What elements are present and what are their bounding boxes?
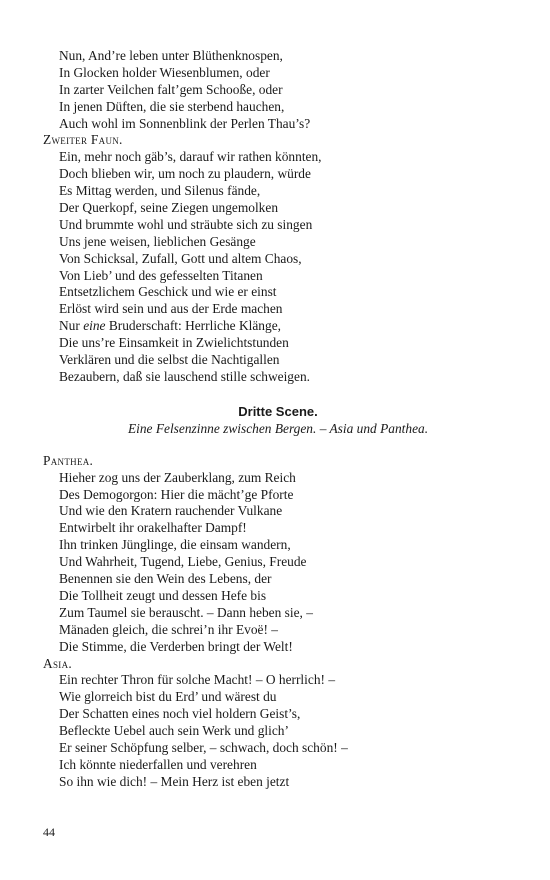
verse-line: Uns jene weisen, lieblichen Gesänge (59, 233, 256, 249)
verse-line: Mänaden gleich, die schrei’n ihr Evoë! – (59, 621, 279, 637)
verse-line: Hieher zog uns der Zauberklang, zum Reich (59, 469, 296, 485)
verse-line: Und brummte wohl und sträubte sich zu singen (59, 216, 313, 232)
speaker-name: Panthea. (43, 452, 94, 468)
verse-line: Wie glorreich bist du Erd’ und wärest du (59, 689, 277, 705)
spacer (43, 437, 513, 453)
verse-line: Zum Taumel sie berauscht. – Dann heben sie, – (59, 604, 313, 620)
verse-line: Benennen sie den Wein des Lebens, der (59, 571, 272, 587)
verse-line: So ihn wie dich! – Mein Herz ist eben jetzt (59, 773, 290, 789)
verse-emphasis: eine (83, 318, 106, 334)
verse-text: Bruderschaft: Herrliche Klänge, (105, 318, 281, 334)
verse-line: Die uns’re Einsamkeit in Zwielichtstunden (59, 335, 289, 351)
verse-line: Verklären und die selbst die Nachtigallen (59, 352, 280, 368)
verse-line: Bezaubern, daß sie lauschend stille schweigen. (59, 368, 310, 384)
verse-line (43, 318, 513, 335)
verse-line: Es Mittag werden, und Silenus fände, (59, 183, 261, 199)
page-content (43, 48, 513, 791)
verse-line: In jenen Düften, die sie sterbend hauchen, (59, 98, 285, 114)
verse-line: Entwirbelt ihr orakelhafter Dampf! (59, 520, 247, 536)
verse-line: Von Schicksal, Zufall, Gott und altem Chaos, (59, 250, 302, 266)
verse-line: Doch blieben wir, um noch zu plaudern, würde (59, 166, 311, 182)
verse-line: Ich könnte niederfallen und verehren (59, 756, 257, 772)
verse-line: Des Demogorgon: Hier die mächt’ge Pforte (59, 486, 294, 502)
verse-line: Ein, mehr noch gäb’s, darauf wir rathen könnten, (59, 149, 322, 165)
verse-text: Nur (59, 318, 84, 334)
verse-line: In zarter Veilchen falt’gem Schooße, oder (59, 81, 283, 97)
page-number: 44 (43, 825, 55, 839)
verse-line: Erlöst wird sein und aus der Erde machen (59, 301, 283, 317)
spacer (43, 386, 513, 403)
scene-title: Dritte Scene. (238, 403, 318, 419)
stage-direction: Eine Felsenzinne zwischen Bergen. – Asia und Panthea. (127, 420, 429, 436)
verse-line: Befleckte Uebel auch sein Werk und glich’ (59, 723, 289, 739)
verse-line: Und wie den Kratern rauchender Vulkane (59, 503, 283, 519)
verse-line: Er seiner Schöpfung selber, – schwach, doch schön! – (59, 739, 348, 755)
verse-line: Ihn trinken Jünglinge, die einsam wandern, (59, 537, 291, 553)
verse-line: Entsetzlichem Geschick und wie er einst (59, 284, 277, 300)
verse-line: Der Schatten eines noch viel holdern Geist’s, (59, 706, 301, 722)
speaker-name: Zweiter Faun. (43, 132, 123, 148)
verse-line: In Glocken holder Wiesenblumen, oder (59, 64, 270, 80)
verse-line: Von Lieb’ und des gefesselten Titanen (59, 267, 263, 283)
verse-line: Nun, And’re leben unter Blüthenknospen, (59, 48, 283, 63)
verse-line: Auch wohl im Sonnenblink der Perlen Thau’s? (59, 115, 311, 131)
verse-line: Die Stimme, die Verderben bringt der Welt! (59, 638, 293, 654)
verse-line: Die Tollheit zeugt und dessen Hefe bis (59, 587, 267, 603)
verse-line: Der Querkopf, seine Ziegen ungemolken (59, 200, 279, 216)
verse-line: Und Wahrheit, Tugend, Liebe, Genius, Freude (59, 554, 307, 570)
speaker-name: Asia. (43, 655, 73, 671)
verse-line: Ein rechter Thron für solche Macht! – O herrlich! – (59, 672, 336, 688)
